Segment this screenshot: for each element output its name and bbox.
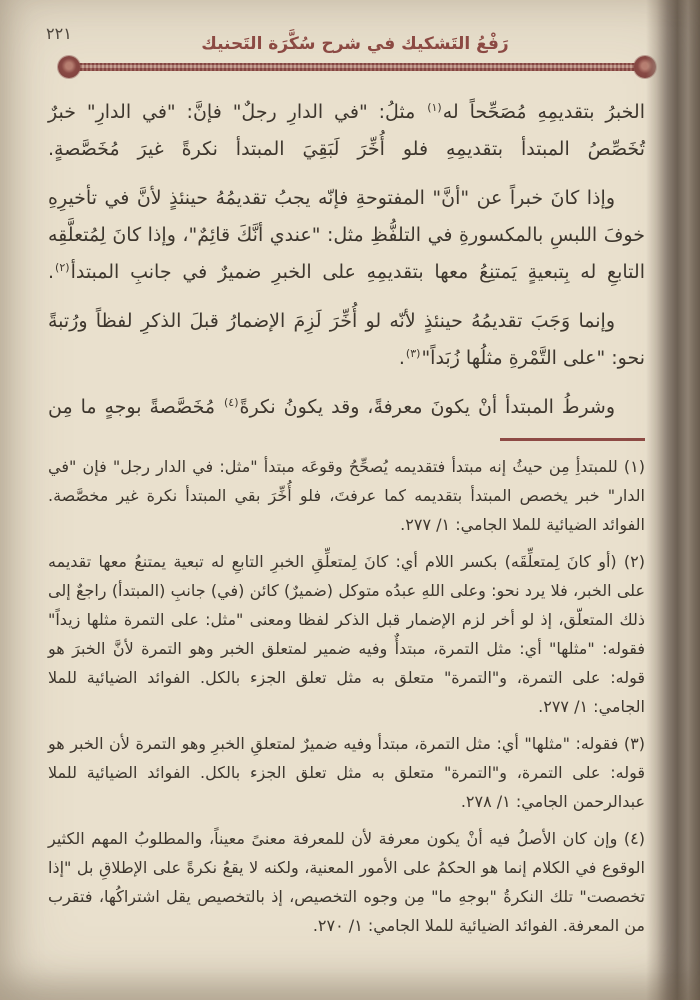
footnote-item: (١) للمبتدأِ مِن حيثُ إنه مبتدأ فتقديمه يُصحِّحُ وقوعَه مبتدأ "مثل: في الدار رجل" فإن "في الدار" خبر يخصص المبتدأ بتقديمه كما عرفتَ، فلو أُخِّرَ بقي المبتدأ نكرة غير مخصَّصة. الفوائد الضيائية للملا الجامي: ١/ ٢٧٧. [48, 457, 646, 534]
footnotes [48, 452, 645, 940]
footnote-separator [500, 438, 645, 441]
footnote-marker: (٢) [55, 261, 70, 274]
footnote-item: (٢) (أو كانَ لِمتعلِّقَه) بكسر اللام أي: كانَ لِمتعلِّقِ الخبرِ التابعِ له تبعية يمتنعُ معها تقديمه على الخبر، فلا يرد نحو: وعلى اللهِ عبدُه متوكل (ضميرٌ) كائن (في) جانبِ (المبتدأ) راجعٌ إلى ذلك المتعلّق، إذ لو أخر لزم الإضمار قبل الذكر لفظا ومعنى "مثل: على التمرة مثلها زيداً" فقوله: "مثلها" أي: مثل التمرة، مبتدأٌ وفيه ضمير لمتعلق الخبر وهو التمرة لأنَّ الخبرَ هو قوله: على التمرة، و"التمرة" متعلق به مثل تعلق الجزء بالكل. الفوائد الضيائية للملا الجامي: ١/ ٢٧٧. [48, 552, 646, 716]
page-title: رَفْعُ التَشكيك في شرح سُكَّرَة التَحنيك [201, 34, 509, 54]
footnote-marker: (٣) [405, 347, 421, 360]
footnote-label: (٣) [618, 734, 646, 753]
footnote-marker: (١) [427, 101, 442, 114]
paragraph: الخبرُ بتقديمِهِ مُصَحِّحاً له$^{(١)}$ مثلُ: "في الدارِ رجلٌ" فإنَّ: "في الدارِ" خبرٌ تُخَصِّصُ المبتدأ بتقديمِهِ فلو أُخِّرَ لَبَقِيَ المبتدأ نكرةً غيرَ مُخَصَّصةٍ. [48, 101, 645, 160]
footnote-item: (٤) وإن كان الأصلُ فيه أنْ يكون معرفة لأن للمعرفة معنىً معيناً، والمطلوبُ المهم الكثير الوقوع في الكلام إنما هو الحكمُ على الأمور المعنية، ولكنه لا يقعُ نكرةً على الإطلاقِ بل "إذا تخصصت" تلك النكرةُ "بوجهِ ما" مِن وجوه التخصيص، إذ بالتخصيص يقل اشتراكُها، فتقرب من المعرفة. الفوائد الضيائية للملا الجامي: ١/ ٢٧٠. [48, 829, 646, 935]
page-content [48, 94, 645, 948]
paragraph: وإذا كانَ خبراً عن "أنَّ" المفتوحةِ فإنّه يجبُ تقديمُهُ حينئذٍ لأنَّ في تأخيرِهِ خوفَ اللبسِ بالمكسورةِ في التلفُّظِ مثل: "عندي أنَّكَ قائِمٌ"، وإذا كانَ لِمُتعلَّقِه التابعِ له بِتبعيةٍ يَمتنِعُ معها بتقديمِهِ على الخبرِ ضميرٌ في جانبِ المبتدأ$^{(٢)}$. [48, 187, 645, 283]
footnote-label: (٤) [617, 829, 646, 848]
rule-bead-left-icon [58, 56, 80, 78]
paragraph: وإنما وَجَبَ تقديمُهُ حينئذٍ لأنّه لو أُخِّرَ لَزِمَ الإضمارُ قبلَ الذكرِ لفظاً ورُتبةً نحو: "على التَّمْرةِ مثلُها زُبَداً"$^{(٣)}$. [48, 310, 645, 369]
page-number: ٢٢١ [46, 24, 72, 43]
page-edge-shadow [646, 0, 700, 1000]
footnote-label: (٢) [616, 552, 646, 571]
footnote-marker: (٤) [223, 396, 239, 409]
footnote-label: (١) [617, 457, 646, 476]
footnote-item: (٣) فقوله: "مثلها" أي: مثل التمرة، مبتدأ وفيه ضميرٌ لمتعلقِ الخبرِ وهو التمرة لأن الخبر هو قوله: على التمرة، و"التمرة" متعلق به مثل تعلق الجزء بالكل. الفوائد الضيائية للملا عبدالرحمن الجامي: ١/ ٢٧٨. [48, 734, 646, 811]
main-text [48, 94, 645, 426]
header-rule [68, 63, 646, 71]
paragraph: وشرطُ المبتدأ أنْ يكونَ معرفةً، وقد يكونُ نكرةً$^{(٤)}$ مُخَصَّصةً بوجهٍ ما مِن [48, 396, 615, 418]
